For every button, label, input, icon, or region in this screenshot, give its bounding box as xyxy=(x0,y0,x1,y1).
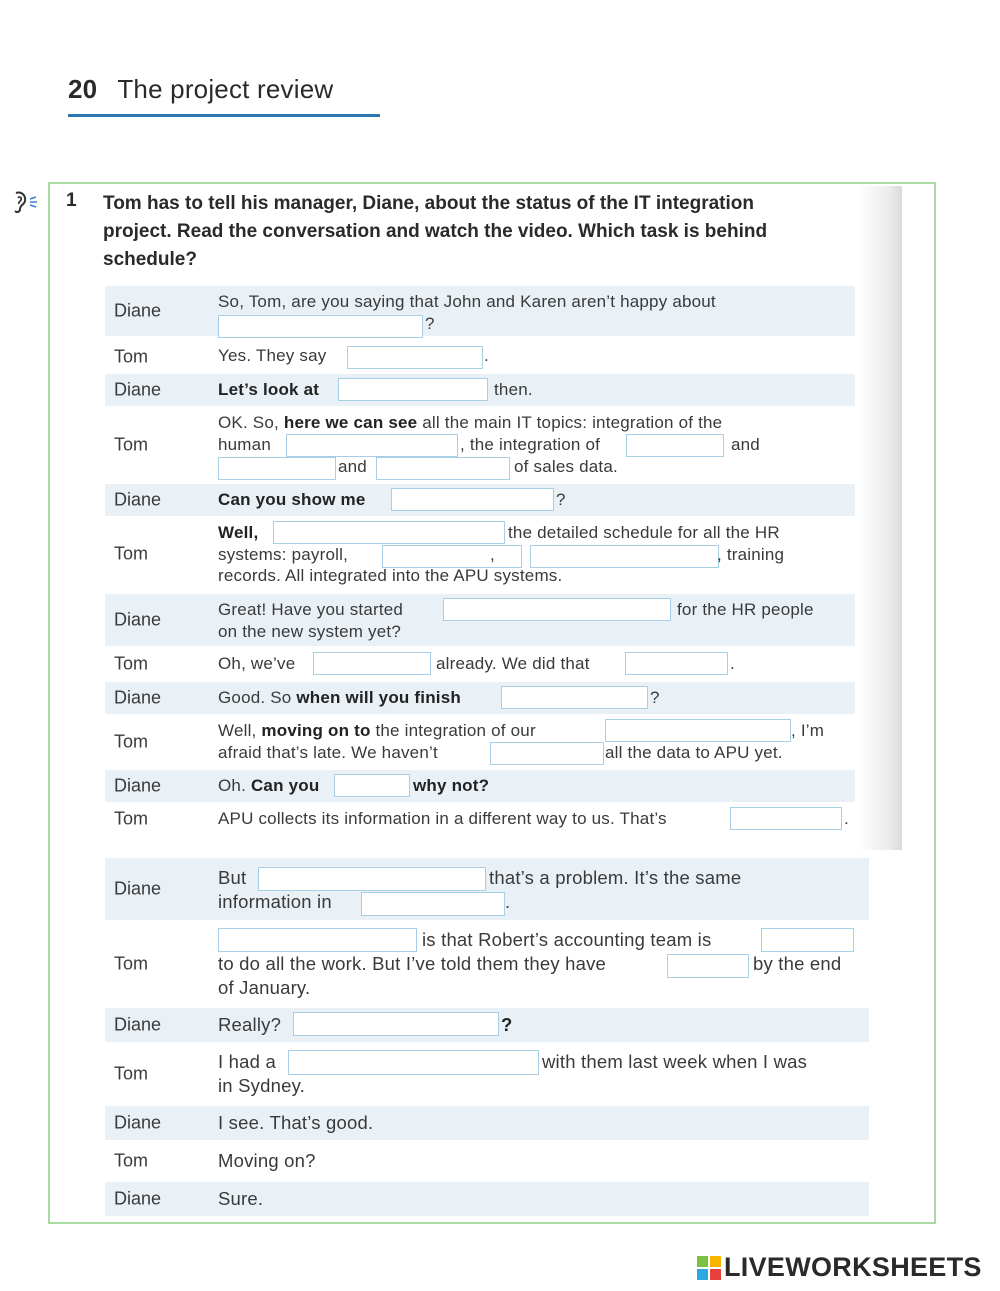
dialogue-row xyxy=(105,408,855,482)
dialogue-text: Good. So xyxy=(218,688,292,707)
speaker-label: Diane xyxy=(114,878,162,899)
dialogue-line xyxy=(218,523,258,543)
dialogue-row xyxy=(105,342,855,372)
dialogue-line xyxy=(218,1014,281,1036)
speaker-label: Tom xyxy=(114,543,149,564)
speaker-label: Tom xyxy=(114,953,149,974)
dialogue-line xyxy=(218,346,326,366)
dialogue-line xyxy=(730,654,735,674)
dialogue-text: all the data to APU yet. xyxy=(605,743,783,762)
key-phrase: Well, xyxy=(218,523,259,542)
exercise-instructions xyxy=(103,190,863,274)
dialogue-row xyxy=(105,1182,869,1216)
title-underline xyxy=(68,114,380,117)
speaker-label: Diane xyxy=(114,1188,162,1209)
dialogue-line xyxy=(218,622,401,642)
dialogue-text: I had a xyxy=(218,1051,276,1072)
dialogue-line xyxy=(494,380,533,400)
dialogue-row xyxy=(105,648,855,680)
answer-blank[interactable] xyxy=(258,867,486,891)
dialogue-line xyxy=(844,809,849,829)
unit-title-text: The project review xyxy=(117,74,334,104)
exercise-number: 1 xyxy=(66,190,77,211)
dialogue-line xyxy=(514,457,618,477)
page-edge-shadow xyxy=(858,186,902,850)
key-phrase: when will you finish xyxy=(296,688,461,707)
dialogue-line xyxy=(556,490,566,510)
dialogue-text: on the new system yet? xyxy=(218,622,401,641)
dialogue-text: that’s a problem. It’s the same xyxy=(489,867,742,888)
dialogue-text: all the main IT topics: integration of the xyxy=(422,413,723,432)
dialogue-text: records. All integrated into the APU systems. xyxy=(218,566,563,585)
dialogue-line xyxy=(218,413,722,433)
dialogue-line xyxy=(218,435,271,455)
dialogue-row xyxy=(105,924,869,1004)
dialogue-line xyxy=(218,1150,316,1172)
dialogue-row xyxy=(105,594,855,646)
dialogue-line xyxy=(677,600,814,620)
dialogue-line xyxy=(218,1051,276,1073)
dialogue-line xyxy=(422,929,711,951)
dialogue-row xyxy=(105,1046,869,1102)
instruction-line: schedule? xyxy=(103,249,197,270)
speaker-label: Diane xyxy=(114,379,162,400)
dialogue-line xyxy=(218,953,606,975)
answer-blank[interactable] xyxy=(286,434,458,457)
dialogue-text: . xyxy=(730,654,735,673)
dialogue-text: I see. That’s good. xyxy=(218,1112,374,1133)
dialogue-line xyxy=(218,490,366,510)
answer-blank[interactable] xyxy=(313,652,431,675)
answer-blank[interactable] xyxy=(288,1050,539,1075)
dialogue-row xyxy=(105,484,855,516)
dialogue-text: ? xyxy=(425,314,435,333)
answer-blank[interactable] xyxy=(443,598,671,621)
dialogue-row xyxy=(105,804,855,834)
dialogue-text: Well, xyxy=(218,721,257,740)
answer-blank[interactable] xyxy=(218,457,336,480)
dialogue-text: , xyxy=(490,545,495,564)
answer-blank[interactable] xyxy=(626,434,724,457)
answer-blank[interactable] xyxy=(273,521,505,544)
dialogue-text: already. We did that xyxy=(436,654,590,673)
key-phrase: why not? xyxy=(413,776,490,795)
dialogue-text: APU collects its information in a different way to us. That’s xyxy=(218,809,667,828)
dialogue-text: human xyxy=(218,435,271,454)
dialogue-line xyxy=(425,314,435,334)
dialogue-text: systems: payroll, xyxy=(218,545,348,564)
dialogue-text: by the end xyxy=(753,953,842,974)
dialogue-line xyxy=(218,600,403,620)
answer-blank[interactable] xyxy=(382,545,522,568)
dialogue-line xyxy=(218,1112,373,1134)
dialogue-text: for the HR people xyxy=(677,600,814,619)
dialogue-line xyxy=(218,1188,263,1210)
speaker-label: Tom xyxy=(114,731,149,752)
dialogue-text: Oh. xyxy=(218,776,247,795)
answer-blank[interactable] xyxy=(501,686,648,709)
unit-title xyxy=(68,74,333,105)
key-phrase: moving on to xyxy=(261,721,371,740)
speaker-label: Tom xyxy=(114,808,149,829)
speaker-label: Diane xyxy=(114,1112,162,1133)
answer-blank[interactable] xyxy=(761,928,854,952)
dialogue-text: then. xyxy=(494,380,533,399)
speaker-label: Diane xyxy=(114,489,162,510)
answer-blank[interactable] xyxy=(218,928,417,952)
key-phrase: here we can see xyxy=(283,413,418,432)
instruction-line: project. Read the conversation and watch the video. Which task is behind xyxy=(103,221,768,242)
dialogue-line xyxy=(489,867,741,889)
dialogue-row xyxy=(105,286,855,336)
dialogue-text: is that Robert’s accounting team is xyxy=(422,929,712,950)
dialogue-line xyxy=(731,435,760,455)
dialogue-text: the detailed schedule for all the HR xyxy=(508,523,780,542)
dialogue-line xyxy=(218,743,438,763)
logo-wordmark: LIVEWORKSHEETS xyxy=(724,1252,982,1282)
answer-blank[interactable] xyxy=(490,742,604,765)
dialogue-text: Yes. They say xyxy=(218,346,327,365)
key-phrase: Can you show me xyxy=(218,490,366,509)
answer-blank[interactable] xyxy=(667,954,749,978)
dialogue-text: OK. So, xyxy=(218,413,279,432)
dialogue-text: . xyxy=(844,809,849,828)
dialogue-line xyxy=(484,346,489,366)
dialogue-text: But xyxy=(218,867,247,888)
dialogue-text: of sales data. xyxy=(514,457,618,476)
speaker-label: Tom xyxy=(114,434,149,455)
dialogue-text: , the integration of xyxy=(460,435,601,454)
dialogue-text: Sure. xyxy=(218,1188,264,1209)
dialogue-row xyxy=(105,374,855,406)
dialogue-line xyxy=(338,457,367,477)
dialogue-row xyxy=(105,858,869,920)
dialogue-text: , training xyxy=(717,545,785,564)
answer-blank[interactable] xyxy=(605,719,791,742)
dialogue-text: Oh, we’ve xyxy=(218,654,296,673)
dialogue-line xyxy=(508,523,780,543)
dialogue-line xyxy=(218,688,461,708)
dialogue-line xyxy=(413,776,489,796)
dialogue-line xyxy=(218,1075,305,1097)
answer-blank[interactable] xyxy=(376,457,510,480)
dialogue-line xyxy=(218,292,716,312)
dialogue-text: afraid that’s late. We haven’t xyxy=(218,743,438,762)
speaker-label: Diane xyxy=(114,300,162,321)
dialogue-text: . xyxy=(484,346,489,365)
dialogue-line xyxy=(218,977,310,999)
dialogue-line xyxy=(218,809,667,829)
dialogue-text: , I’m xyxy=(791,721,825,740)
listen-icon[interactable] xyxy=(8,190,40,214)
dialogue-row xyxy=(105,716,855,768)
speaker-label: Diane xyxy=(114,687,162,708)
dialogue-row xyxy=(105,682,855,714)
unit-number: 20 xyxy=(68,74,98,104)
dialogue-line xyxy=(753,953,841,975)
dialogue-row xyxy=(105,1106,869,1140)
answer-blank[interactable] xyxy=(218,315,423,338)
dialogue-row xyxy=(105,770,855,802)
dialogue-text: and xyxy=(731,435,760,454)
dialogue-line xyxy=(218,545,348,565)
speaker-label: Tom xyxy=(114,653,149,674)
dialogue-line xyxy=(436,654,590,674)
dialogue-text: to do all the work. But I’ve told them they have xyxy=(218,953,607,974)
dialogue-line xyxy=(605,743,783,763)
speaker-label: Tom xyxy=(114,1063,149,1084)
dialogue-text: Great! Have you started xyxy=(218,600,404,619)
speaker-label: Diane xyxy=(114,609,162,630)
dialogue-line xyxy=(791,721,824,741)
key-phrase: Can you xyxy=(250,776,320,795)
instruction-line: Tom has to tell his manager, Diane, about the status of the IT integration xyxy=(103,193,755,214)
dialogue-text: information in xyxy=(218,891,332,912)
dialogue-row xyxy=(105,1008,869,1042)
dialogue-line xyxy=(218,654,295,674)
dialogue-text: ? xyxy=(556,490,566,509)
dialogue-line xyxy=(218,566,562,586)
dialogue-text: Moving on? xyxy=(218,1150,316,1171)
dialogue-line xyxy=(501,1014,513,1036)
dialogue-text: in Sydney. xyxy=(218,1075,306,1096)
answer-blank[interactable] xyxy=(625,652,728,675)
answer-blank[interactable] xyxy=(530,545,719,568)
dialogue-line xyxy=(218,867,246,889)
answer-blank[interactable] xyxy=(293,1012,499,1036)
answer-blank[interactable] xyxy=(730,807,842,830)
dialogue-text: and xyxy=(338,457,367,476)
dialogue-line xyxy=(218,721,536,741)
dialogue-line xyxy=(218,776,319,796)
answer-blank[interactable] xyxy=(391,488,554,511)
speaker-label: Diane xyxy=(114,1014,162,1035)
dialogue-text: . xyxy=(505,891,511,912)
answer-blank[interactable] xyxy=(361,892,505,916)
dialogue-line xyxy=(460,435,600,455)
dialogue-text: of January. xyxy=(218,977,311,998)
dialogue-text: ? xyxy=(650,688,660,707)
speaker-label: Diane xyxy=(114,775,162,796)
dialogue-line xyxy=(218,891,332,913)
speaker-label: Tom xyxy=(114,346,149,367)
dialogue-row xyxy=(105,1144,869,1178)
answer-blank[interactable] xyxy=(347,346,483,369)
dialogue-line xyxy=(717,545,784,565)
speaker-label: Tom xyxy=(114,1150,149,1171)
key-phrase: Let’s look at xyxy=(218,380,320,399)
dialogue-line xyxy=(542,1051,807,1073)
dialogue-text: So, Tom, are you saying that John and Karen aren’t happy about xyxy=(218,292,716,311)
answer-blank[interactable] xyxy=(334,774,410,797)
dialogue-text: the integration of our xyxy=(375,721,536,740)
liveworksheets-logo-icon xyxy=(697,1256,721,1280)
answer-blank[interactable] xyxy=(338,378,488,401)
dialogue-row xyxy=(105,518,855,590)
dialogue-line xyxy=(650,688,660,708)
dialogue-line xyxy=(490,545,495,565)
key-phrase: ? xyxy=(501,1014,513,1035)
dialogue-line xyxy=(218,380,319,400)
dialogue-text: with them last week when I was xyxy=(542,1051,808,1072)
dialogue-text: Really? xyxy=(218,1014,282,1035)
dialogue-line xyxy=(505,891,510,913)
